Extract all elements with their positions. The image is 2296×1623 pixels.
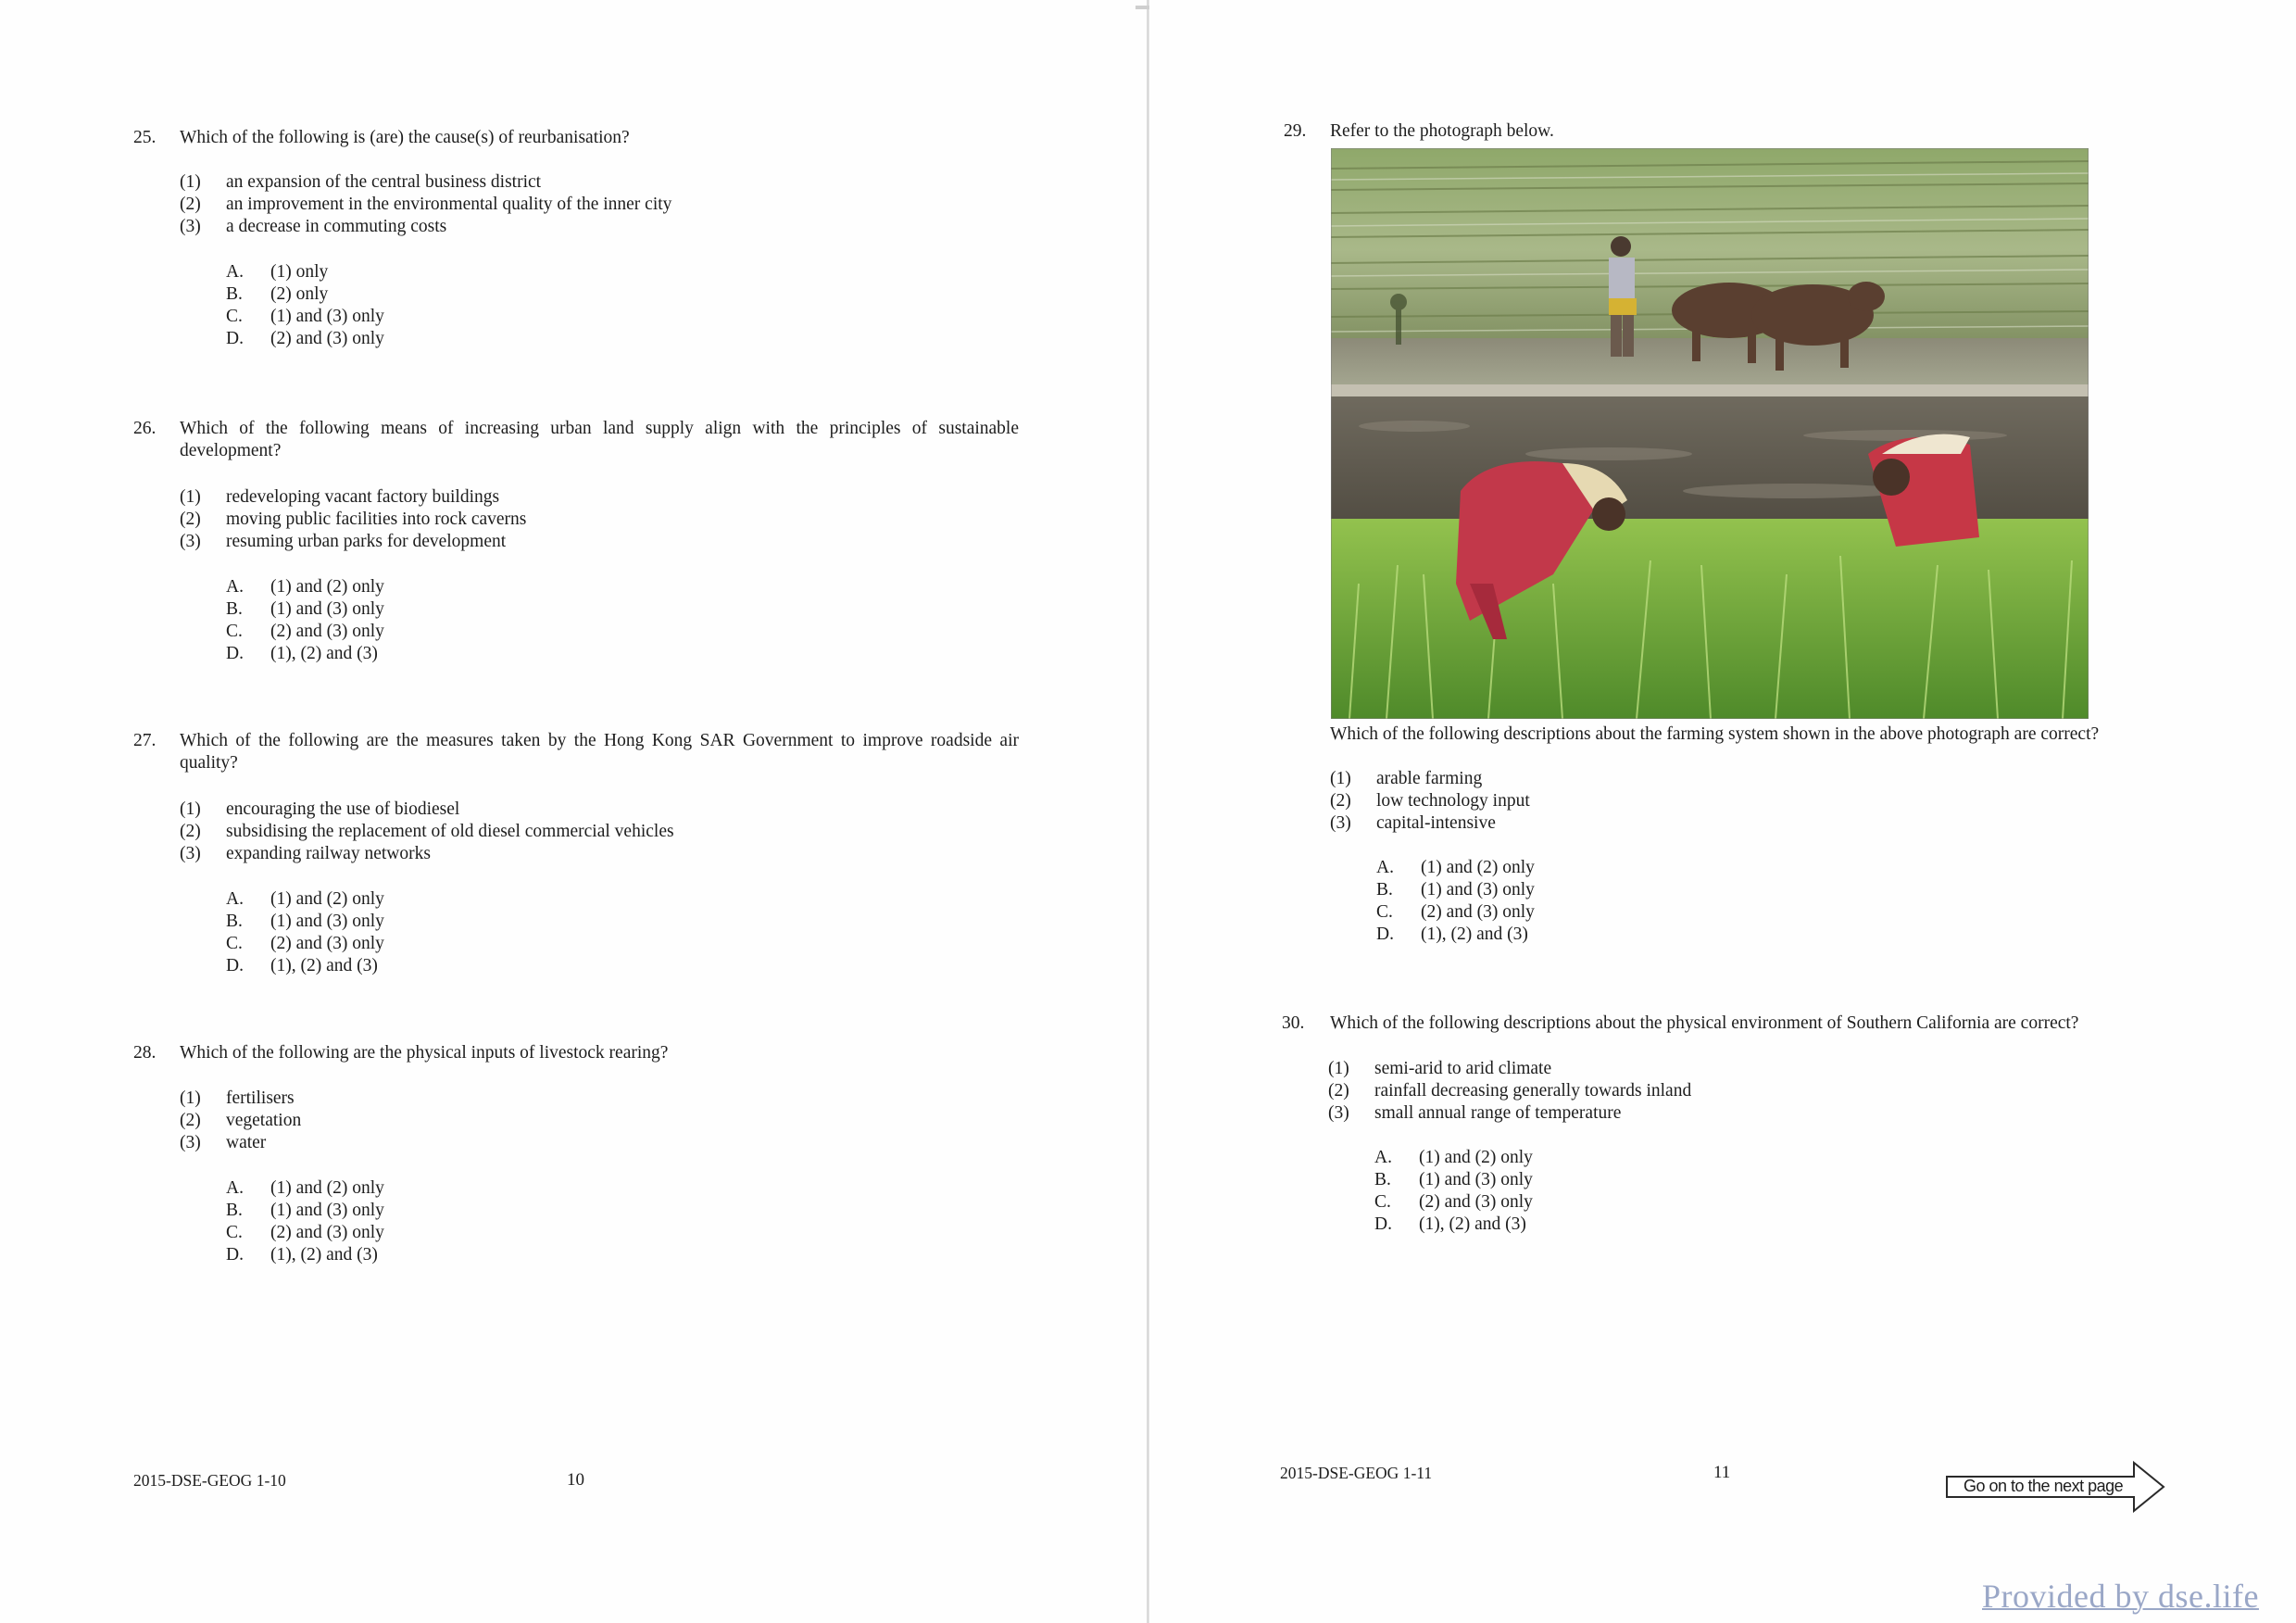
question-number: 26. <box>133 419 157 438</box>
question-number: 25. <box>133 128 157 147</box>
question-intro: Refer to the photograph below. <box>1330 121 1554 141</box>
question-text: Which of the following are the measures taken by the Hong Kong SAR Government to improve roadside air quality? <box>180 731 1019 773</box>
question-text: Which of the following descriptions about the farming system shown in the above photograph are correct? <box>1330 724 2100 744</box>
question-text: Which of the following are the physical inputs of livestock rearing? <box>180 1043 669 1063</box>
question-number: 30. <box>1282 1013 1305 1033</box>
question-text: Which of the following descriptions about the physical environment of Southern California are correct? <box>1330 1013 2079 1033</box>
left-page: 25. Which of the following is (are) the cause(s) of reurbanisation? (1) an expansion of the central business district (2) an improvement in the environmental quality of the inner city (3) a decrease in commuting costs A. (1) only B. (2) only C. (1) and (3) only D. (2) and (3) only 26. Which of the following means of increasing urban land supply align with the principles of sustainable development? (1) redeveloping vacant factory buildings (2) moving public facilities into rock caverns (3) resuming urban parks for development A. (1) and (2) only B. (1) and (3) only C. (2) and (3) only D. (1), (2) and (3) 27. Which of the following are the measures taken by the Hong Kong SAR Government to improve roadside air quality? (1) encouraging the use of biodiesel (2) subsidising the replacement of old diesel commercial vehicles (3) expanding railway networks A. (1) and (2) only B. (1) and (3) only C. (2) and (3) only D. (1), (2) and (3) 28. Which of the following are the physical inputs of livestock rearing? (1) fertilisers (2) vegetation (3) water A. (1) and (2) only B. (1) and (3) only C. (2) and (3) only D. (1), (2) and (3) 2015-DSE-GEOG 1-10 10 <box>0 0 1147 1623</box>
question-number: 28. <box>133 1043 157 1063</box>
watermark[interactable]: Provided by dse.life <box>1982 1578 2259 1615</box>
next-page-label: Go on to the next page <box>1964 1477 2124 1495</box>
question-text: Which of the following means of increasing urban land supply align with the principles of sustainable development? <box>180 419 1019 460</box>
question-number: 29. <box>1284 121 1307 141</box>
paper-code: 2015-DSE-GEOG 1-10 <box>133 1471 286 1490</box>
paper-code: 2015-DSE-GEOG 1-11 <box>1280 1464 1433 1482</box>
question-number: 27. <box>133 731 157 750</box>
next-page-button[interactable] <box>1945 1460 2167 1520</box>
question-text: Which of the following is (are) the cause(s) of reurbanisation? <box>180 128 630 147</box>
question-29 <box>1330 723 2164 746</box>
page-number: 10 <box>567 1470 584 1490</box>
page-number: 11 <box>1713 1463 1731 1482</box>
rice-paddy-photo <box>1331 148 2089 719</box>
